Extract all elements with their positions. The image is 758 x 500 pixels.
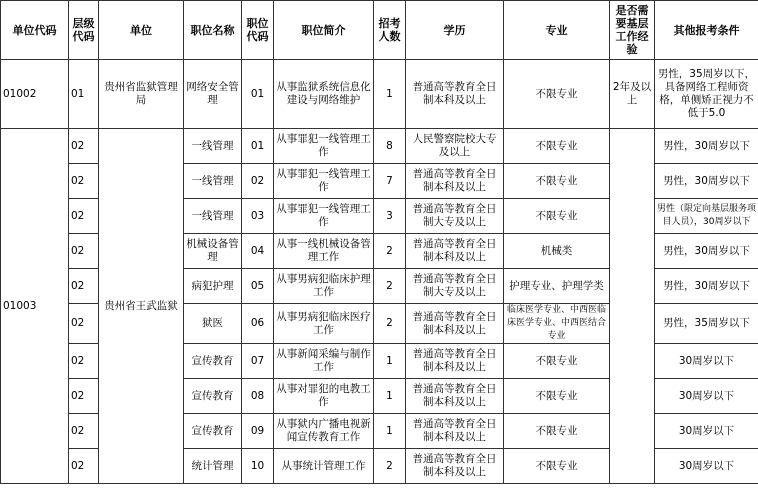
level-code-cell: 02: [69, 199, 99, 234]
major-cell: 护理专业、护理学类: [504, 269, 610, 304]
other-conditions-cell: 30周岁以下: [655, 344, 758, 379]
education-cell: 普通高等教育全日制本科及以上: [406, 344, 504, 379]
education-cell: 普通高等教育全日制本科及以上: [406, 414, 504, 449]
position-intro-cell: 从事男病犯临床护理工作: [274, 269, 374, 304]
headcount-cell: 2: [374, 449, 406, 484]
position-intro-cell: 从事罪犯一线管理工作: [274, 129, 374, 164]
grassroots-exp-cell: [610, 129, 655, 484]
position-code-cell: 03: [242, 199, 274, 234]
level-code-cell: 02: [69, 129, 99, 164]
position-code-cell: 10: [242, 449, 274, 484]
education-cell: 普通高等教育全日制本科及以上: [406, 379, 504, 414]
headcount-cell: 1: [374, 344, 406, 379]
position-intro-cell: 从事狱内广播电视新闻宣传教育工作: [274, 414, 374, 449]
position-code-cell: 06: [242, 304, 274, 344]
position-name-cell: 狱医: [184, 304, 242, 344]
header-grassroots-exp: 是否需要基层工作经验: [610, 1, 655, 60]
education-cell: 普通高等教育全日制本科及以上: [406, 449, 504, 484]
other-conditions-cell: 30周岁以下: [655, 379, 758, 414]
major-cell: 临床医学专业、中西医临床医学专业、中西医结合专业: [504, 304, 610, 344]
major-cell: 不限专业: [504, 449, 610, 484]
education-cell: 普通高等教育全日制本科及以上: [406, 60, 504, 129]
level-code-cell: 02: [69, 344, 99, 379]
position-code-cell: 05: [242, 269, 274, 304]
position-name-cell: 一线管理: [184, 164, 242, 199]
header-row: [1, 1, 758, 60]
level-code-cell: 02: [69, 164, 99, 199]
level-code-cell: 02: [69, 379, 99, 414]
other-conditions-cell: 男性，35周岁以下，具备网络工程师资格，单侧矫正视力不低于5.0: [655, 60, 758, 129]
major-cell: 机械类: [504, 234, 610, 269]
header-level-code: 层级代码: [69, 1, 99, 60]
position-intro-cell: 从事罪犯一线管理工作: [274, 199, 374, 234]
position-intro-cell: 从事监狱系统信息化建设与网络维护: [274, 60, 374, 129]
unit-cell: 贵州省王武监狱: [99, 129, 184, 484]
other-conditions-cell: 男性（限定向基层服务项目人员），30周岁以下: [655, 199, 758, 234]
position-name-cell: 网络安全管理: [184, 60, 242, 129]
major-cell: 不限专业: [504, 199, 610, 234]
education-cell: 普通高等教育全日制本科及以上: [406, 164, 504, 199]
header-unit: 单位: [99, 1, 184, 60]
headcount-cell: 1: [374, 414, 406, 449]
major-cell: 不限专业: [504, 379, 610, 414]
level-code-cell: 02: [69, 449, 99, 484]
header-position-intro: 职位简介: [274, 1, 374, 60]
other-conditions-cell: 男性，30周岁以下: [655, 269, 758, 304]
position-name-cell: 一线管理: [184, 129, 242, 164]
headcount-cell: 3: [374, 199, 406, 234]
position-intro-cell: 从事男病犯临床医疗工作: [274, 304, 374, 344]
headcount-cell: 1: [374, 60, 406, 129]
header-position-name: 职位名称: [184, 1, 242, 60]
position-intro-cell: 从事一线机械设备管理工作: [274, 234, 374, 269]
education-cell: 人民警察院校大专及以上: [406, 129, 504, 164]
table-row: [1, 60, 758, 129]
major-cell: 不限专业: [504, 344, 610, 379]
position-name-cell: 宣传教育: [184, 344, 242, 379]
level-code-cell: 02: [69, 414, 99, 449]
position-intro-cell: 从事新闻采编与制作工作: [274, 344, 374, 379]
header-other-conditions: 其他报考条件: [655, 1, 758, 60]
other-conditions-cell: 男性，30周岁以下: [655, 129, 758, 164]
level-code-cell: 01: [69, 60, 99, 129]
position-intro-cell: 从事对罪犯的电教工作: [274, 379, 374, 414]
position-code-cell: 07: [242, 344, 274, 379]
education-cell: 普通高等教育全日制大专及以上: [406, 199, 504, 234]
unit-code-cell: 01003: [1, 129, 69, 484]
level-code-cell: 02: [69, 304, 99, 344]
education-cell: 普通高等教育全日制大专及以上: [406, 269, 504, 304]
other-conditions-cell: 30周岁以下: [655, 414, 758, 449]
position-intro-cell: 从事统计管理工作: [274, 449, 374, 484]
other-conditions-cell: 30周岁以下: [655, 449, 758, 484]
other-conditions-cell: 男性，30周岁以下: [655, 234, 758, 269]
position-code-cell: 09: [242, 414, 274, 449]
header-headcount: 招考人数: [374, 1, 406, 60]
position-code-cell: 04: [242, 234, 274, 269]
position-intro-cell: 从事罪犯一线管理工作: [274, 164, 374, 199]
other-conditions-cell: 男性，35周岁以下: [655, 304, 758, 344]
position-name-cell: 宣传教育: [184, 414, 242, 449]
position-name-cell: 一线管理: [184, 199, 242, 234]
header-education: 学历: [406, 1, 504, 60]
unit-cell: 贵州省监狱管理局: [99, 60, 184, 129]
position-code-cell: 01: [242, 129, 274, 164]
unit-code-cell: 01002: [1, 60, 69, 129]
level-code-cell: 02: [69, 269, 99, 304]
grassroots-exp-cell: 2年及以上: [610, 60, 655, 129]
headcount-cell: 2: [374, 269, 406, 304]
level-code-cell: 02: [69, 234, 99, 269]
major-cell: 不限专业: [504, 414, 610, 449]
major-cell: 不限专业: [504, 129, 610, 164]
headcount-cell: 7: [374, 164, 406, 199]
major-cell: 不限专业: [504, 60, 610, 129]
headcount-cell: 8: [374, 129, 406, 164]
table-row: [1, 129, 758, 164]
position-name-cell: 统计管理: [184, 449, 242, 484]
other-conditions-cell: 男性，30周岁以下: [655, 164, 758, 199]
position-code-cell: 01: [242, 60, 274, 129]
education-cell: 普通高等教育全日制本科及以上: [406, 304, 504, 344]
education-cell: 普通高等教育全日制本科及以上: [406, 234, 504, 269]
headcount-cell: 1: [374, 379, 406, 414]
position-name-cell: 机械设备管理: [184, 234, 242, 269]
position-code-cell: 08: [242, 379, 274, 414]
position-name-cell: 病犯护理: [184, 269, 242, 304]
position-name-cell: 宣传教育: [184, 379, 242, 414]
position-code-cell: 02: [242, 164, 274, 199]
header-major: 专业: [504, 1, 610, 60]
header-position-code: 职位代码: [242, 1, 274, 60]
major-cell: 不限专业: [504, 164, 610, 199]
headcount-cell: 2: [374, 234, 406, 269]
headcount-cell: 2: [374, 304, 406, 344]
header-unit-code: 单位代码: [1, 1, 69, 60]
